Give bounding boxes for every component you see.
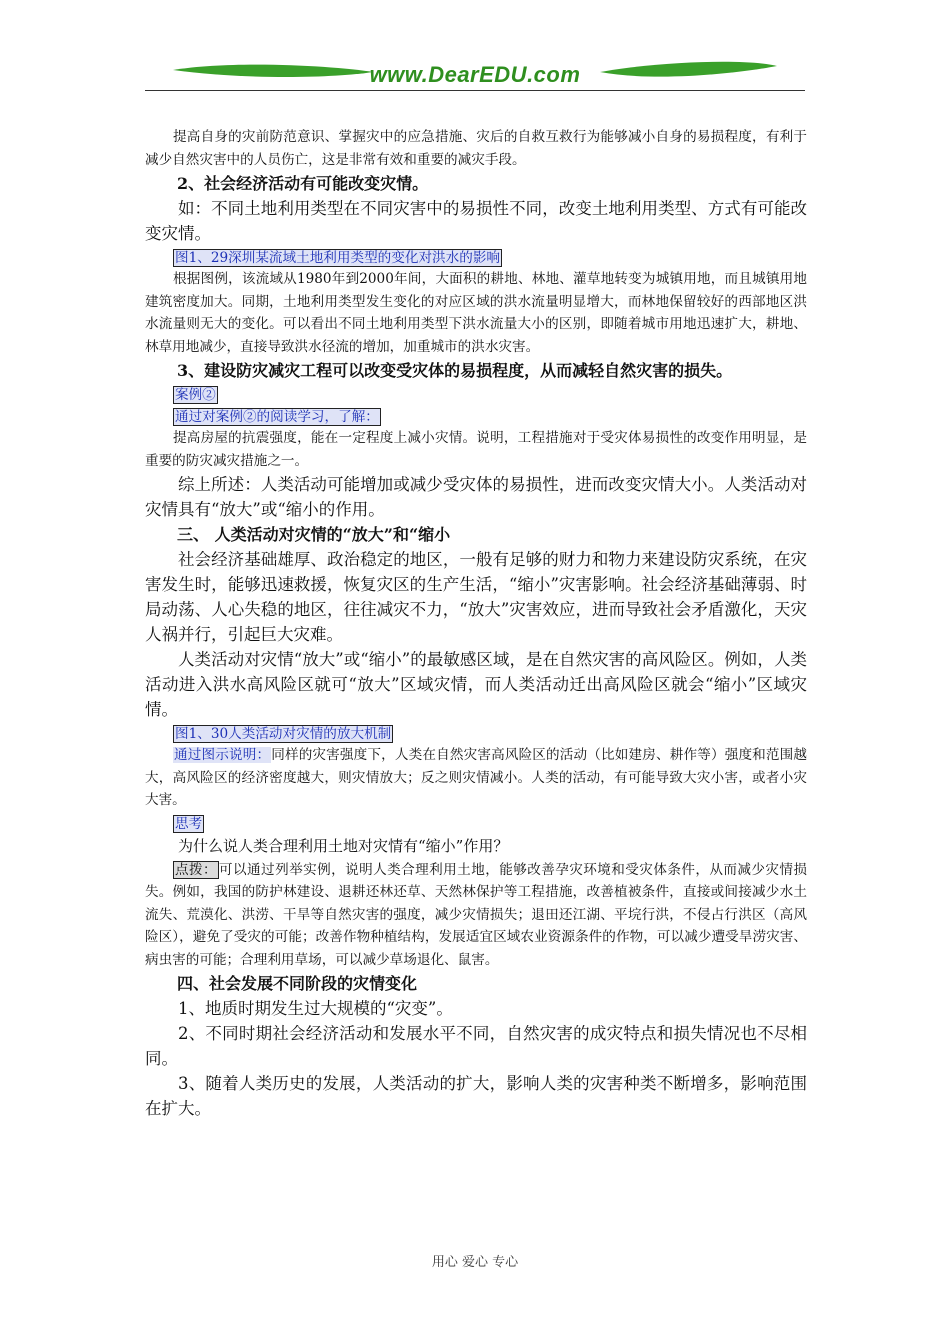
figure-caption-1-30[interactable]: 图1、30人类活动对灾情的放大机制	[175, 726, 392, 742]
paragraph-economic-base: 社会经济基础雄厚、政治稳定的地区，一般有足够的财力和物力来建设防灾系统，在灾害发生时，能够迅速救援，恢复灾区的生产生活，“缩小”灾害影响。社会经济基础薄弱、时局动荡、人心失稳的地区，往往减灾不力，“放大”灾害效应，进而导致社会矛盾激化，天灾人祸并行，引起巨大灾难。	[145, 550, 807, 644]
case-2-study-tag[interactable]: 通过对案例②的阅读学习，了解：	[175, 409, 379, 425]
paragraph-figure-explanation: 根据图例，该流域从1980年到2000年间，大面积的耕地、林地、灌草地转变为城镇用地，而且城镇用地建筑密度加大。同期，土地利用类型发生变化的对应区域的洪水流量明显增大，而林地保留较好的西部地区洪水流量则无大的变化。可以看出不同土地利用类型下洪水流量大小的区别，即随着城市用地迅速扩大，耕地、林草用地减少，直接导致洪水径流的增加，加重城市的洪水灾害。	[145, 271, 807, 355]
hint-label[interactable]: 点拨：	[175, 861, 218, 878]
diagram-explanation-label[interactable]: 通过图示说明：	[174, 747, 271, 763]
think-tag[interactable]: 思考	[175, 815, 203, 832]
heading-engineering: 3、建设防灾减灾工程可以改变受灾体的易损程度，从而减轻自然灾害的损失。	[177, 361, 733, 380]
diagram-explanation-text: 同样的灾害强度下，人类在自然灾害高风险区的活动（比如建房、耕作等）强度和范围越大，高风险区的经济密度越大，则灾情放大；反之则灾情减小。人类的活动，有可能导致大灾小害，或者小灾大害。	[145, 747, 808, 808]
paragraph-diagram-explanation	[145, 744, 807, 812]
header-rule	[145, 90, 805, 91]
think-row	[145, 812, 807, 834]
figure-caption-1-30-row	[145, 722, 807, 744]
figure-caption-1-29-row	[145, 246, 807, 268]
case-2-tag[interactable]: 案例②	[175, 387, 216, 403]
heading-section-4: 四、社会发展不同阶段的灾情变化	[177, 974, 418, 993]
case-2-row	[145, 383, 807, 405]
site-brand[interactable]: www.DearEDU.com	[369, 62, 581, 87]
paragraph-geologic: 1、地质时期发生过大规模的“灾变”。	[178, 999, 453, 1018]
hint-text: 可以通过列举实例，说明人类合理利用土地，能够改善孕灾环境和受灾体条件，从而减少灾情损失。例如，我国的防护林建设、退耕还林还草、天然林保护等工程措施，改善植被条件，直接或间接减少水土流失、荒漠化、洪涝、干旱等自然灾害的强度，减少灾情损失；退田还江湖、平垸行洪，不侵占行洪区（高风险区），避免了受灾的可能；改善作物种植结构，发展适宜区域农业资源条件的作物，可以减少遭受旱涝灾害、病虫害的可能；合理利用草场，可以减少草场退化、鼠害。	[145, 861, 808, 968]
paragraph-hint	[145, 859, 807, 972]
figure-caption-1-29[interactable]: 图1、29深圳某流域土地利用类型的变化对洪水的影响	[175, 250, 501, 266]
document-body	[145, 126, 807, 1121]
case-2-study-row	[145, 405, 807, 427]
paragraph-high-risk: 人类活动对灾情“放大”或“缩小”的最敏感区域，是在自然灾害的高风险区。例如，人类活动进入洪水高风险区就可“放大”区域灾情，而人类活动迁出高风险区就会“缩小”区域灾情。	[145, 650, 807, 719]
paragraph-self-protection: 提高自身的灾前防范意识、掌握灾中的应急措施、灾后的自救互救行为能够减小自身的易损程度，有利于减少自然灾害中的人员伤亡，这是非常有效和重要的减灾手段。	[145, 129, 807, 168]
paragraph-land-use: 如：不同土地利用类型在不同灾害中的易损性不同，改变土地利用类型、方式有可能改变灾情。	[145, 199, 807, 243]
heading-section-3: 三、 人类活动对灾情的“放大”和“缩小	[177, 525, 451, 544]
site-header	[145, 58, 805, 94]
paragraph-periods: 2、不同时期社会经济活动和发展水平不同，自然灾害的成灾特点和损失情况也不尽相同。	[145, 1024, 807, 1068]
heading-economic-activity: 2、社会经济活动有可能改变灾情。	[177, 174, 429, 193]
question-text: 为什么说人类合理利用土地对灾情有“缩小”作用？	[178, 836, 509, 855]
paragraph-summary: 综上所述：人类活动可能增加或减少受灾体的易损性，进而改变灾情大小。人类活动对灾情具有“放大”或“缩小的作用。	[145, 475, 807, 519]
paragraph-history: 3、随着人类历史的发展，人类活动的扩大，影响人类的灾害种类不断增多，影响范围在扩大。	[145, 1074, 807, 1118]
page-footer: 用心 爱心 专心	[431, 1255, 519, 1270]
paragraph-seismic: 提高房屋的抗震强度，能在一定程度上减小灾情。说明，工程措施对于受灾体易损性的改变作用明显，是重要的防灾减灾措施之一。	[145, 430, 807, 469]
